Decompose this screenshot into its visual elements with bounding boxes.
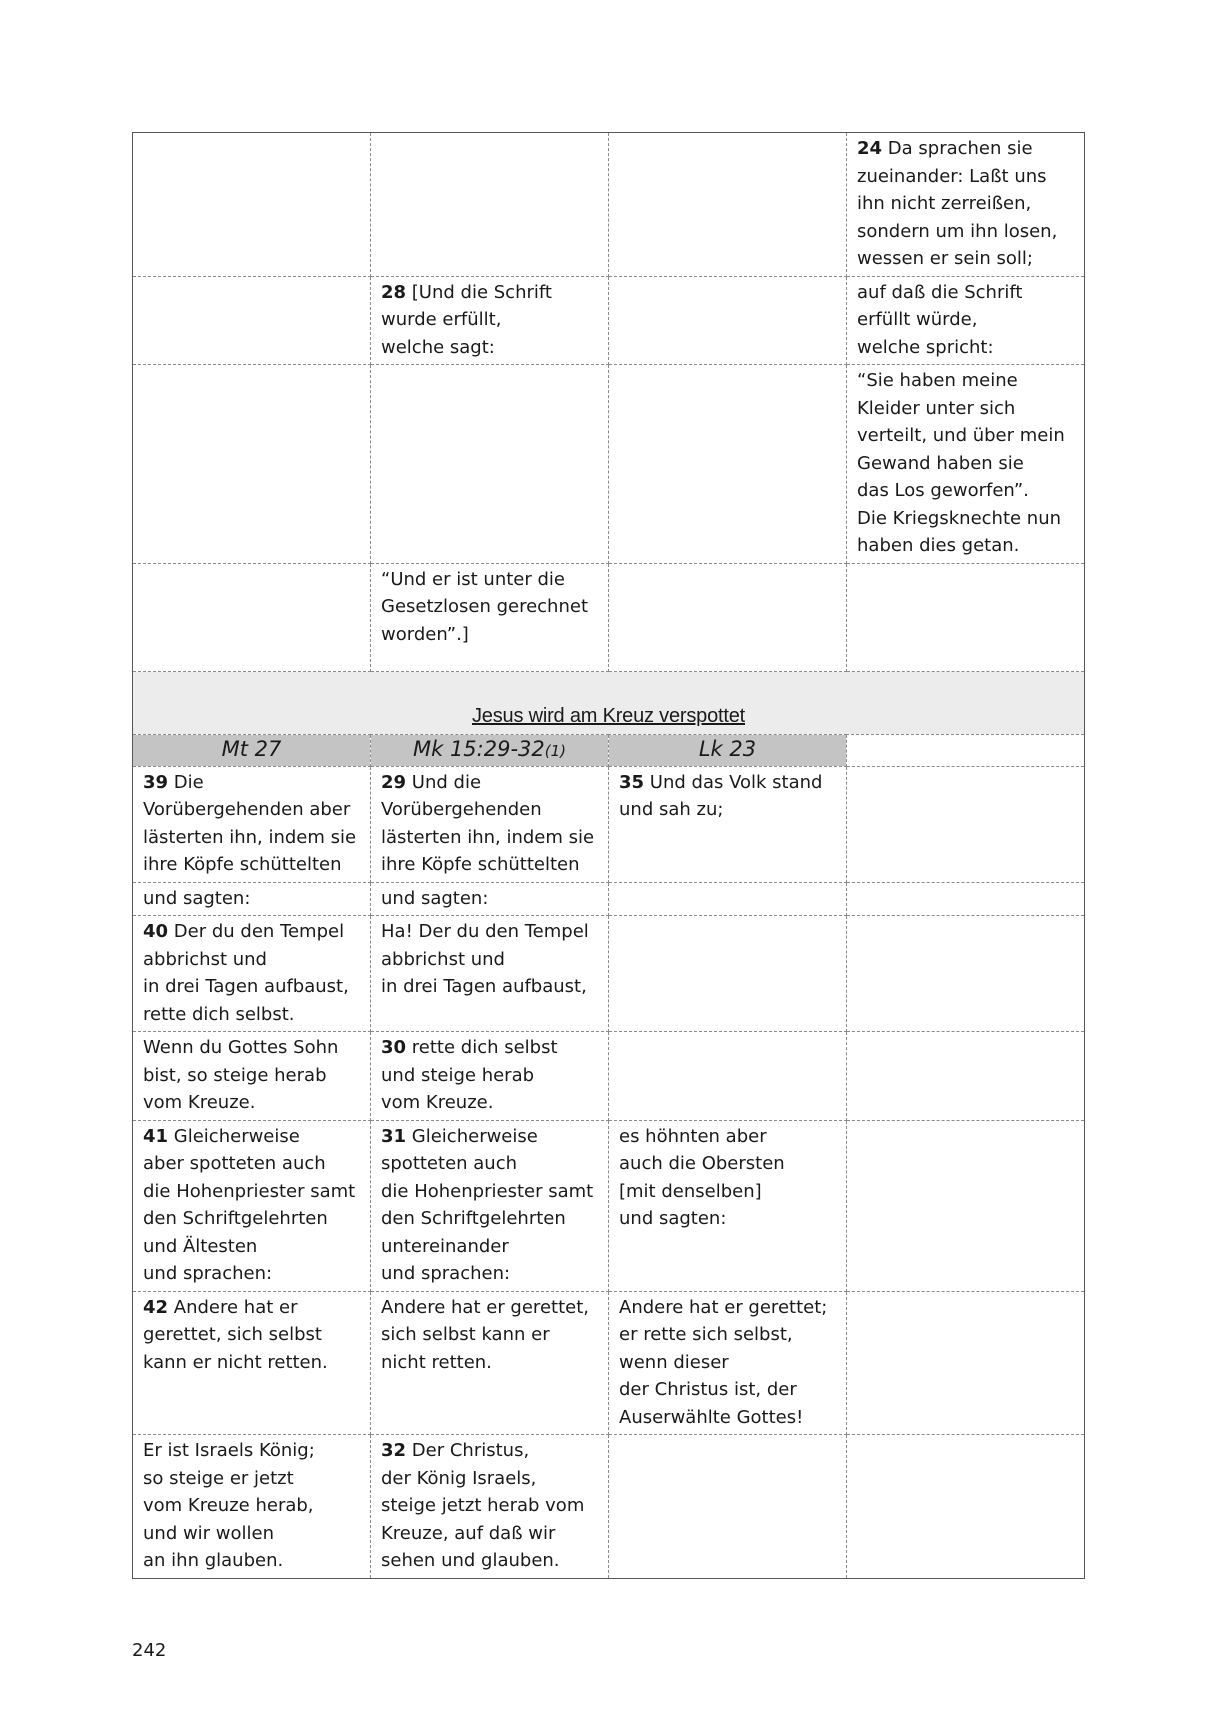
table-row <box>133 766 1085 882</box>
cell-lk <box>609 1435 847 1579</box>
table-row <box>133 916 1085 1032</box>
header-mt: Mt 27 <box>133 734 371 766</box>
header-lk: Lk 23 <box>609 734 847 766</box>
cell-empty <box>847 916 1085 1032</box>
table-row <box>133 133 1085 277</box>
cell-lk <box>609 1032 847 1121</box>
header-blank <box>847 734 1085 766</box>
cell-col3 <box>609 276 847 365</box>
cell-col2 <box>371 563 609 671</box>
cell-lk <box>609 916 847 1032</box>
cell-lk: Andere hat er gerettet; er rette sich selbst, wenn dieser der Christus ist, der Auserwählte Gottes! <box>609 1291 847 1435</box>
verse-number: 31 <box>381 1125 407 1147</box>
cell-col1 <box>133 563 371 671</box>
table-row <box>133 563 1085 671</box>
synopsis-table <box>132 132 1085 1579</box>
section-title: Jesus wird am Kreuz verspottet <box>472 704 745 727</box>
cell-lk <box>609 882 847 916</box>
verse-number: 42 <box>143 1296 169 1318</box>
cell-mk: und sagten: <box>371 882 609 916</box>
cell-col3 <box>609 133 847 277</box>
verse-number: 35 <box>619 771 645 793</box>
table-row <box>133 882 1085 916</box>
cell-lk: es höhnten aber auch die Obersten [mit denselben] und sagten: <box>609 1120 847 1291</box>
cell-mk <box>371 766 609 882</box>
cell-mt: Wenn du Gottes Sohn bist, so steige herab vom Kreuze. <box>133 1032 371 1121</box>
verse-number: 39 <box>143 771 169 793</box>
verse-text: Der Christus, der König Israels, steige jetzt herab vom Kreuze, auf daß wir sehen und glauben. <box>381 1440 585 1571</box>
table-row <box>133 1435 1085 1579</box>
cell-mt: und sagten: <box>133 882 371 916</box>
table-row <box>133 1120 1085 1291</box>
verse-text: auf daß die Schrift erfüllt würde, welche spricht: <box>857 281 1023 358</box>
verse-text: Gleicherweise spotteten auch die Hohenpriester samt den Schriftgelehrten untereinander und sprachen: <box>381 1125 594 1284</box>
verse-number: 28 <box>381 281 407 303</box>
cell-col3 <box>609 563 847 671</box>
cell-col4 <box>847 365 1085 564</box>
cell-col2 <box>371 276 609 365</box>
cell-lk <box>609 766 847 882</box>
header-mk-footnote: (1) <box>544 741 567 760</box>
verse-number: 30 <box>381 1037 407 1058</box>
cell-col4 <box>847 276 1085 365</box>
cell-col3 <box>609 365 847 564</box>
cell-col2 <box>371 365 609 564</box>
cell-col1 <box>133 365 371 564</box>
verse-text: “Sie haben meine Kleider unter sich verteilt, und über mein Gewand haben sie das Los geworfen”. Die Kriegsknechte nun haben dies getan. <box>857 370 1065 556</box>
cell-col1 <box>133 133 371 277</box>
verse-text: Da sprachen sie zueinander: Laßt uns ihn nicht zerreißen, sondern um ihn losen, wessen er sein soll; <box>857 138 1058 269</box>
cell-empty <box>847 1032 1085 1121</box>
verse-text: “Und er ist unter die Gesetzlosen gerechnet worden”.] <box>381 568 588 645</box>
page-number: 242 <box>132 1640 167 1661</box>
cell-mt <box>133 916 371 1032</box>
verse-number: 41 <box>143 1125 169 1147</box>
verse-number: 40 <box>143 921 169 942</box>
cell-mt <box>133 1120 371 1291</box>
column-header-row <box>133 734 1085 766</box>
table-row <box>133 1291 1085 1435</box>
verse-text: Gleicherweise aber spotteten auch die Hohenpriester samt den Schriftgelehrten und Ältesten und sprachen: <box>143 1125 356 1284</box>
cell-empty <box>847 882 1085 916</box>
section-heading-cell <box>133 671 1085 734</box>
cell-col2 <box>371 133 609 277</box>
verse-text: rette dich selbst und steige herab vom Kreuze. <box>381 1037 558 1113</box>
verse-text: Andere hat er gerettet, sich selbst kann er nicht retten. <box>143 1296 328 1373</box>
table-row <box>133 1032 1085 1121</box>
verse-number: 29 <box>381 771 407 793</box>
verse-number: 32 <box>381 1440 407 1461</box>
cell-empty <box>847 1291 1085 1435</box>
cell-col4 <box>847 563 1085 671</box>
table-row <box>133 365 1085 564</box>
verse-text: Die Vorübergehenden aber lästerten ihn, indem sie ihre Köpfe schüttelten <box>143 771 357 875</box>
cell-empty <box>847 1435 1085 1579</box>
cell-mk: Ha! Der du den Tempel abbrichst und in drei Tagen aufbaust, <box>371 916 609 1032</box>
header-mk-label: Mk 15:29-32 <box>412 736 545 761</box>
section-heading-row <box>133 671 1085 734</box>
cell-mt <box>133 766 371 882</box>
cell-mk: Andere hat er gerettet, sich selbst kann er nicht retten. <box>371 1291 609 1435</box>
table-row <box>133 276 1085 365</box>
cell-col4 <box>847 133 1085 277</box>
cell-mk <box>371 1120 609 1291</box>
verse-text: [Und die Schrift wurde erfüllt, welche sagt: <box>381 281 552 358</box>
cell-mk <box>371 1032 609 1121</box>
verse-text: Und das Volk stand und sah zu; <box>619 771 823 820</box>
cell-mt: Er ist Israels König; so steige er jetzt vom Kreuze herab, und wir wollen an ihn glauben. <box>133 1435 371 1579</box>
verse-text: Und die Vorübergehenden lästerten ihn, indem sie ihre Köpfe schüttelten <box>381 771 595 875</box>
cell-empty <box>847 1120 1085 1291</box>
verse-text: Der du den Tempel abbrichst und in drei Tagen aufbaust, rette dich selbst. <box>143 921 349 1025</box>
cell-empty <box>847 766 1085 882</box>
cell-col1 <box>133 276 371 365</box>
cell-mt <box>133 1291 371 1435</box>
header-mk <box>371 734 609 766</box>
cell-mk <box>371 1435 609 1579</box>
verse-number: 24 <box>857 138 883 159</box>
